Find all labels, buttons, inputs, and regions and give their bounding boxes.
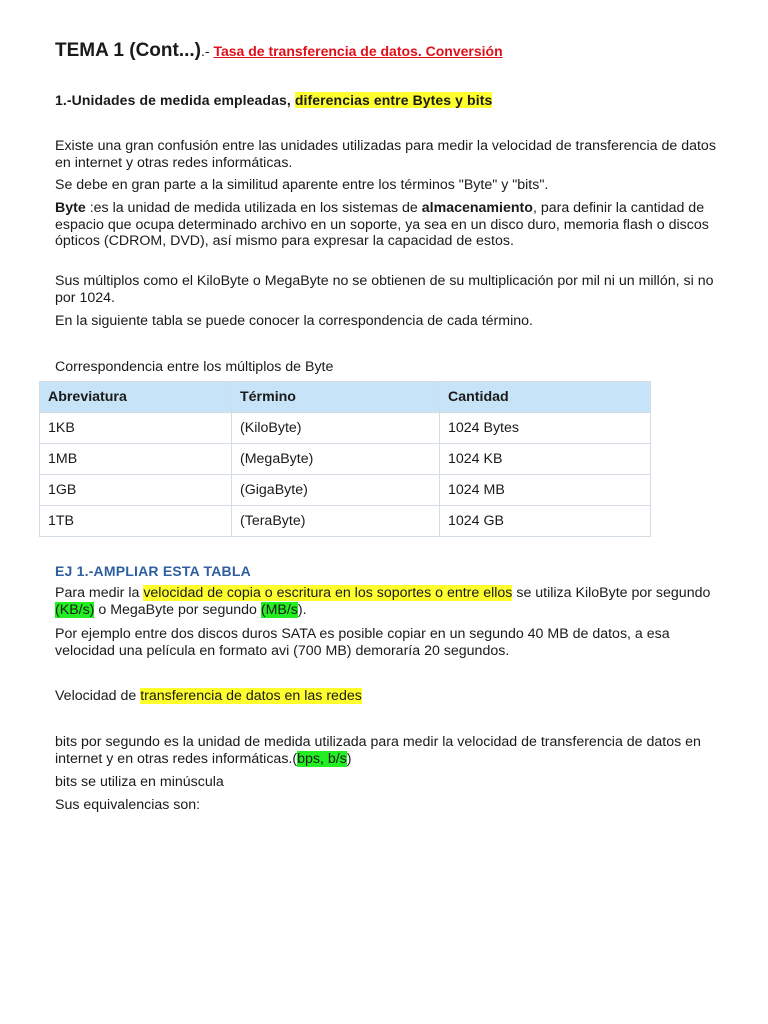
cell-quantity: 1024 MB [440, 475, 651, 506]
cell-term: (MegaByte) [232, 444, 440, 475]
header-term: Término [232, 382, 440, 413]
section-heading-units [55, 92, 492, 108]
copy-speed-part-b: se utiliza KiloByte por segundo [512, 585, 711, 601]
byte-term: Byte [55, 200, 86, 216]
byte-def-part-b: , para definir la cantidad de espacio que ocupa determinado archivo en un soporte, ya sea en un disco duro, memoria flash o discos ópticos (CDROM, DVD), así mismo para expresar la capacidad de estos. [55, 200, 709, 249]
network-heading-highlight: transferencia de datos en las redes [140, 688, 362, 704]
table-row [40, 506, 651, 537]
title-line [55, 40, 503, 62]
cell-term: (KiloByte) [232, 413, 440, 444]
page-subtitle: Tasa de transferencia de datos. Conversión [213, 43, 503, 59]
mbs-highlight: (MB/s [260, 601, 298, 618]
cell-abbreviation: 1TB [40, 506, 232, 537]
paragraph-bits-definition [55, 734, 720, 767]
copy-speed-part-d: ). [297, 601, 307, 618]
table-caption: Correspondencia entre los múltiplos de Byte [55, 359, 334, 375]
network-heading [55, 688, 720, 705]
paragraph-byte-definition [55, 200, 720, 250]
copy-speed-highlight: velocidad de copia o escritura en los soportes o entre ellos [143, 585, 513, 601]
table-row [40, 413, 651, 444]
table-header-row [40, 382, 651, 413]
table-row [40, 444, 651, 475]
cell-quantity: 1024 GB [440, 506, 651, 537]
paragraph-multiples: Sus múltiplos como el KiloByte o MegaByte no se obtienen de su multiplicación por mil ni un millón, si no por 1024. [55, 273, 714, 306]
bits-def-part-a: bits por segundo es la unidad de medida utilizada para medir la velocidad de transferencia de datos en internet y en otras redes informáticas.( [55, 734, 701, 767]
bits-def-part-b: ) [346, 750, 352, 767]
table-row [40, 475, 651, 506]
section-heading-highlight: diferencias entre Bytes y bits [294, 92, 493, 108]
cell-abbreviation: 1GB [40, 475, 232, 506]
storage-term: almacenamiento [421, 200, 533, 216]
paragraph-sata-example: Por ejemplo entre dos discos duros SATA es posible copiar en un segundo 40 MB de datos, a esa velocidad una película en formato avi (700 MB) demoraría 20 segundos. [55, 626, 670, 659]
network-heading-prefix: Velocidad de [55, 688, 141, 704]
paragraph-copy-speed [55, 585, 720, 618]
paragraph-bits-lowercase: bits se utiliza en minúscula [55, 774, 224, 790]
byte-def-part-a: :es la unidad de medida utilizada en los sistemas de [85, 200, 422, 216]
page-title: TEMA 1 (Cont...) [55, 40, 201, 61]
paragraph-equivalences: Sus equivalencias son: [55, 797, 201, 813]
header-abbreviation: Abreviatura [40, 382, 232, 413]
copy-speed-part-a: Para medir la [55, 585, 144, 601]
cell-term: (GigaByte) [232, 475, 440, 506]
exercise-heading: EJ 1.-AMPLIAR ESTA TABLA [55, 563, 251, 579]
cell-abbreviation: 1KB [40, 413, 232, 444]
paragraph-similarity: Se debe en gran parte a la similitud aparente entre los términos "Byte" y "bits". [55, 177, 549, 193]
paragraph-confusion: Existe una gran confusión entre las unidades utilizadas para medir la velocidad de transferencia de datos en internet y otras redes informáticas. [55, 138, 716, 171]
bps-highlight: bps, b/s [297, 750, 347, 767]
cell-term: (TeraByte) [232, 506, 440, 537]
cell-quantity: 1024 KB [440, 444, 651, 475]
copy-speed-part-c: o MegaByte por segundo [94, 601, 261, 618]
cell-quantity: 1024 Bytes [440, 413, 651, 444]
header-quantity: Cantidad [440, 382, 651, 413]
title-separator: .- [201, 43, 214, 59]
byte-multiples-table [39, 381, 651, 537]
kbs-highlight: (KB/s) [55, 601, 95, 618]
cell-abbreviation: 1MB [40, 444, 232, 475]
paragraph-table-intro: En la siguiente tabla se puede conocer la correspondencia de cada término. [55, 313, 533, 329]
section-heading-prefix: 1.-Unidades de medida empleadas, [55, 92, 295, 108]
